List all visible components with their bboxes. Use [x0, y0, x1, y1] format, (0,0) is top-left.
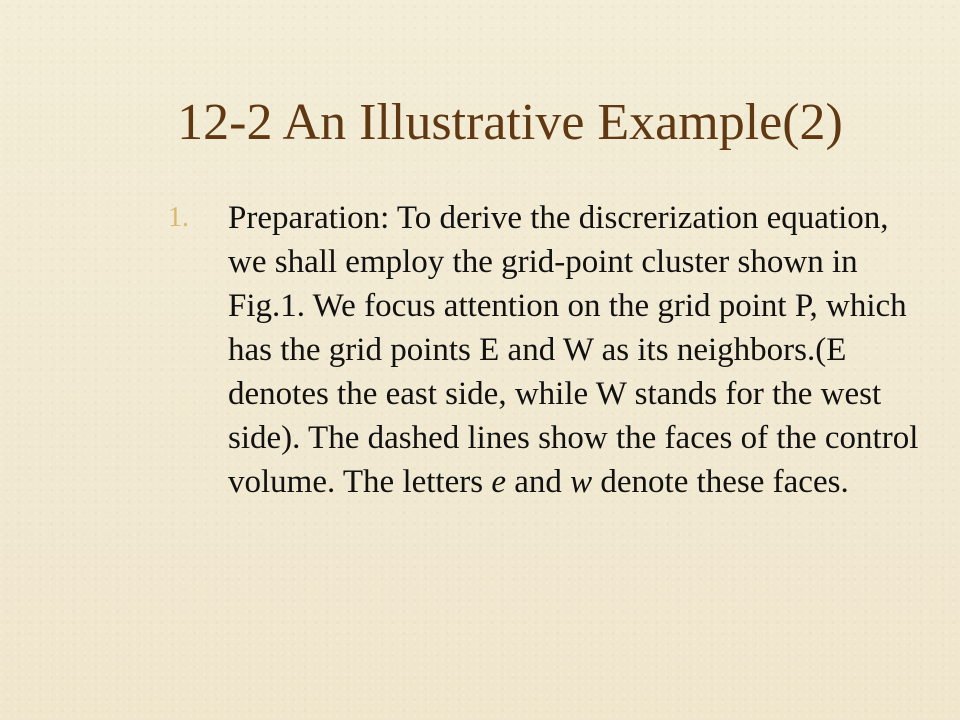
list-item — [168, 196, 928, 504]
slide-title: 12-2 An Illustrative Example(2) — [177, 94, 843, 151]
italic-letter-w: w — [570, 464, 593, 500]
bullet-list — [168, 196, 928, 504]
bullet-text — [228, 196, 928, 504]
bullet-number: 1. — [168, 202, 189, 233]
bullet-text-part: Preparation: To derive the discrerization equation, we shall employ the grid-point cluster shown in Fig.1. We focus attention on the grid point P, which has the grid points E and W as its neighbors.(E denotes the east side, while W stands for the west side). The dashed lines show the faces of the control volume. The letters — [228, 200, 919, 500]
bullet-text-part: and — [505, 464, 571, 500]
bullet-text-part: denote these faces. — [592, 464, 849, 500]
italic-letter-e: e — [491, 464, 506, 500]
